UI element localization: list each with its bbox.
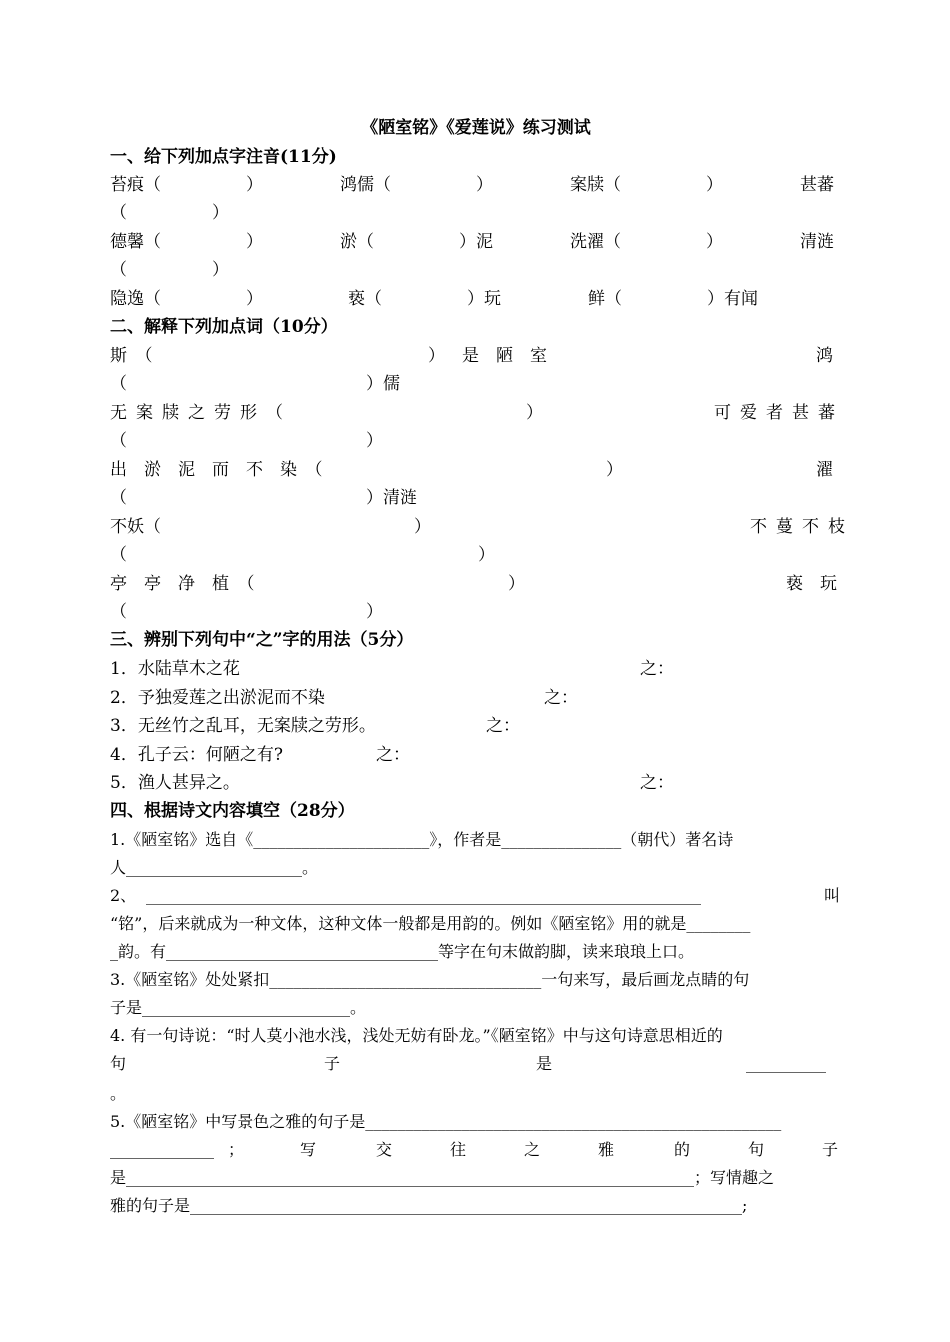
question-text: 子是 (110, 998, 143, 1017)
question-text: 子 (324, 1054, 341, 1073)
pinyin-item: 洗濯（ ） (570, 232, 723, 252)
question-3 (110, 966, 842, 994)
question-text: ；写情趣之 (694, 1168, 775, 1187)
section-1-heading: 一、给下列加点字注音(11分) (110, 147, 337, 167)
question-4: 4. 有一句诗说：“时人莫小池水浅，浅处无妨有卧龙。”《陋室铭》中与这句诗意思相近的 (110, 1026, 723, 1045)
define-term: 不妖（ (110, 517, 161, 537)
pinyin-item: 清涟 (800, 232, 834, 252)
answer-blank[interactable]: _____________________________________________________________________ (190, 1196, 743, 1215)
define-term: 亭 亭 净 植 （ (110, 574, 255, 594)
list-item (110, 712, 842, 740)
question-text: 叫 (824, 886, 841, 905)
define-paren: ） (414, 517, 431, 537)
pinyin-item: 鸿儒（ ） (340, 175, 493, 195)
question-text: ； (228, 1140, 245, 1159)
define-paren: （ (110, 488, 127, 508)
answer-blank[interactable]: _______________________________________________________________________ (126, 1168, 695, 1187)
question-text: 雅 (598, 1140, 615, 1159)
section-3-heading: 三、辨别下列句中“之”字的用法（5分） (110, 630, 414, 650)
define-term: 亵 玩 (786, 574, 837, 594)
define-term: 可爱者甚蕃 (714, 403, 844, 423)
list-item (110, 684, 842, 712)
define-row-5-wrap (110, 598, 842, 626)
define-paren: ） (428, 346, 445, 366)
pinyin-item: 案牍（ ） (570, 175, 723, 195)
define-row-4-wrap (110, 541, 842, 569)
question-text: 等字在句末做韵脚，读来琅琅上口。 (438, 942, 695, 961)
define-row-1 (110, 342, 842, 370)
sentence: 4．孔子云：何陋之有? (110, 745, 283, 765)
define-row-3 (110, 456, 842, 484)
sentence: 2．予独爱莲之出淤泥而不染 (110, 688, 325, 708)
question-5-cont (110, 1164, 842, 1192)
pinyin-item: 鲜（ ）有闻 (588, 289, 758, 309)
list-item (110, 741, 842, 769)
define-term: 斯 （ (110, 346, 153, 366)
pinyin-row-3 (110, 285, 842, 313)
pinyin-item: 甚蕃 (800, 175, 834, 195)
page-title: 《陋室铭》《爱莲说》练习测试 (361, 118, 591, 138)
question-text: 交 (376, 1140, 393, 1159)
list-item (110, 655, 842, 683)
zhi-label: 之： (376, 745, 410, 765)
define-term: 出 淤 泥 而 不 染 （ (110, 460, 323, 480)
sentence: 5．渔人甚异之。 (110, 773, 240, 793)
question-text: _韵。有 (110, 942, 167, 961)
define-paren: ） (606, 460, 623, 480)
define-paren: （ (110, 374, 127, 394)
answer-blank[interactable]: __________________________ (142, 998, 351, 1017)
question-2-cont (110, 938, 842, 966)
define-term: 是 陋 室 (462, 346, 547, 366)
question-text: 人 (110, 858, 127, 877)
define-row-4 (110, 513, 854, 541)
define-row-2 (110, 399, 842, 427)
define-term: 无案牍之劳形（ (110, 403, 292, 423)
pinyin-item: 苔痕（ ） (110, 175, 263, 195)
answer-blank[interactable]: _____________ (110, 1140, 214, 1159)
define-row-2-wrap (110, 427, 842, 455)
pinyin-row-1-wrap: （ ） (110, 203, 229, 223)
answer-blank[interactable]: _______________ (501, 830, 622, 849)
section-2-heading: 二、解释下列加点词（10分） (110, 317, 338, 337)
question-text: 往 (450, 1140, 467, 1159)
question-text: 》，作者是 (429, 830, 502, 849)
sentence: 3．无丝竹之乱耳，无案牍之劳形。 (110, 716, 376, 736)
answer-blank[interactable]: ______________________ (126, 858, 303, 877)
zhi-label: 之： (640, 659, 674, 679)
pinyin-item: 隐逸（ ） (110, 289, 263, 309)
define-row-1-wrap (110, 370, 842, 398)
answer-blank[interactable]: __________________________________________________________________________ (146, 887, 701, 905)
sentence: 1．水陆草木之花 (110, 659, 240, 679)
question-text: 的 (674, 1140, 691, 1159)
define-paren: ） (526, 403, 543, 423)
question-text: 3.《陋室铭》处处紧扣 (110, 970, 270, 989)
question-2-cont (110, 910, 842, 938)
answer-blank[interactable]: __________ (746, 1054, 826, 1073)
pinyin-item: 德馨（ ） (110, 232, 263, 252)
define-term: ）儒 (366, 374, 400, 394)
answer-blank[interactable]: __________________________________ (166, 942, 439, 961)
define-paren: （ (110, 431, 127, 451)
question-1-cont (110, 854, 842, 882)
define-row-3-wrap (110, 484, 842, 512)
question-text: 5.《陋室铭》中写景色之雅的句子是 (110, 1112, 366, 1131)
question-text: ; (742, 1196, 748, 1215)
question-text: 1.《陋室铭》选自《 (110, 830, 254, 849)
question-5-cont (110, 1192, 842, 1220)
question-text: 2、 (110, 886, 137, 905)
question-text: （朝代）著名诗 (621, 830, 734, 849)
question-4-cont (110, 1050, 842, 1078)
question-2 (110, 882, 842, 910)
answer-blank[interactable]: ______________________ (253, 830, 430, 849)
zhi-label: 之： (640, 773, 674, 793)
question-text: 句 (748, 1140, 765, 1159)
question-text: 写 (300, 1140, 317, 1159)
define-term: 不蔓不枝 (750, 517, 854, 537)
pinyin-row-2-wrap: （ ） (110, 260, 229, 280)
pinyin-row-2 (110, 228, 842, 256)
zhi-label: 之： (544, 688, 578, 708)
question-5-cont (110, 1136, 842, 1164)
question-5 (110, 1108, 842, 1136)
question-text: 一句来写，最后画龙点睛的句 (541, 970, 750, 989)
question-text: 子 (822, 1140, 839, 1159)
define-row-5 (110, 570, 842, 598)
question-text: 。 (350, 998, 367, 1017)
define-paren: （ (110, 602, 127, 622)
define-paren: ） (366, 602, 383, 622)
define-term: ）清涟 (366, 488, 417, 508)
section-4-heading: 四、根据诗文内容填空（28分） (110, 801, 355, 821)
zhi-label: 之： (486, 716, 520, 736)
define-paren: ） (366, 431, 383, 451)
define-term: 鸿 (816, 346, 833, 366)
answer-blank[interactable]: ____________________________________________________ (365, 1112, 782, 1131)
define-paren: ） (508, 574, 525, 594)
question-text: 之 (524, 1140, 541, 1159)
define-paren: ） (478, 545, 495, 565)
question-text: 是 (536, 1054, 553, 1073)
question-text: 是 (110, 1168, 127, 1187)
pinyin-item: 亵（ ）玩 (348, 289, 501, 309)
question-text: 句 (110, 1054, 127, 1073)
answer-blank[interactable]: __________________________________ (269, 970, 542, 989)
pinyin-item: 淤（ ）泥 (340, 232, 493, 252)
define-term: 濯 (816, 460, 833, 480)
list-item (110, 769, 842, 797)
question-text: 雅的句子是 (110, 1196, 191, 1215)
pinyin-row-1 (110, 171, 842, 199)
question-text: 。 (302, 858, 319, 877)
answer-blank[interactable]: ________ (686, 914, 751, 933)
question-text: “铭”，后来就成为一种文体，这种文体一般都是用韵的。例如《陋室铭》用的就是 (110, 914, 687, 933)
question-4-end: 。 (110, 1084, 127, 1103)
question-1 (110, 826, 842, 854)
define-paren: （ (110, 545, 127, 565)
question-3-cont (110, 994, 842, 1022)
